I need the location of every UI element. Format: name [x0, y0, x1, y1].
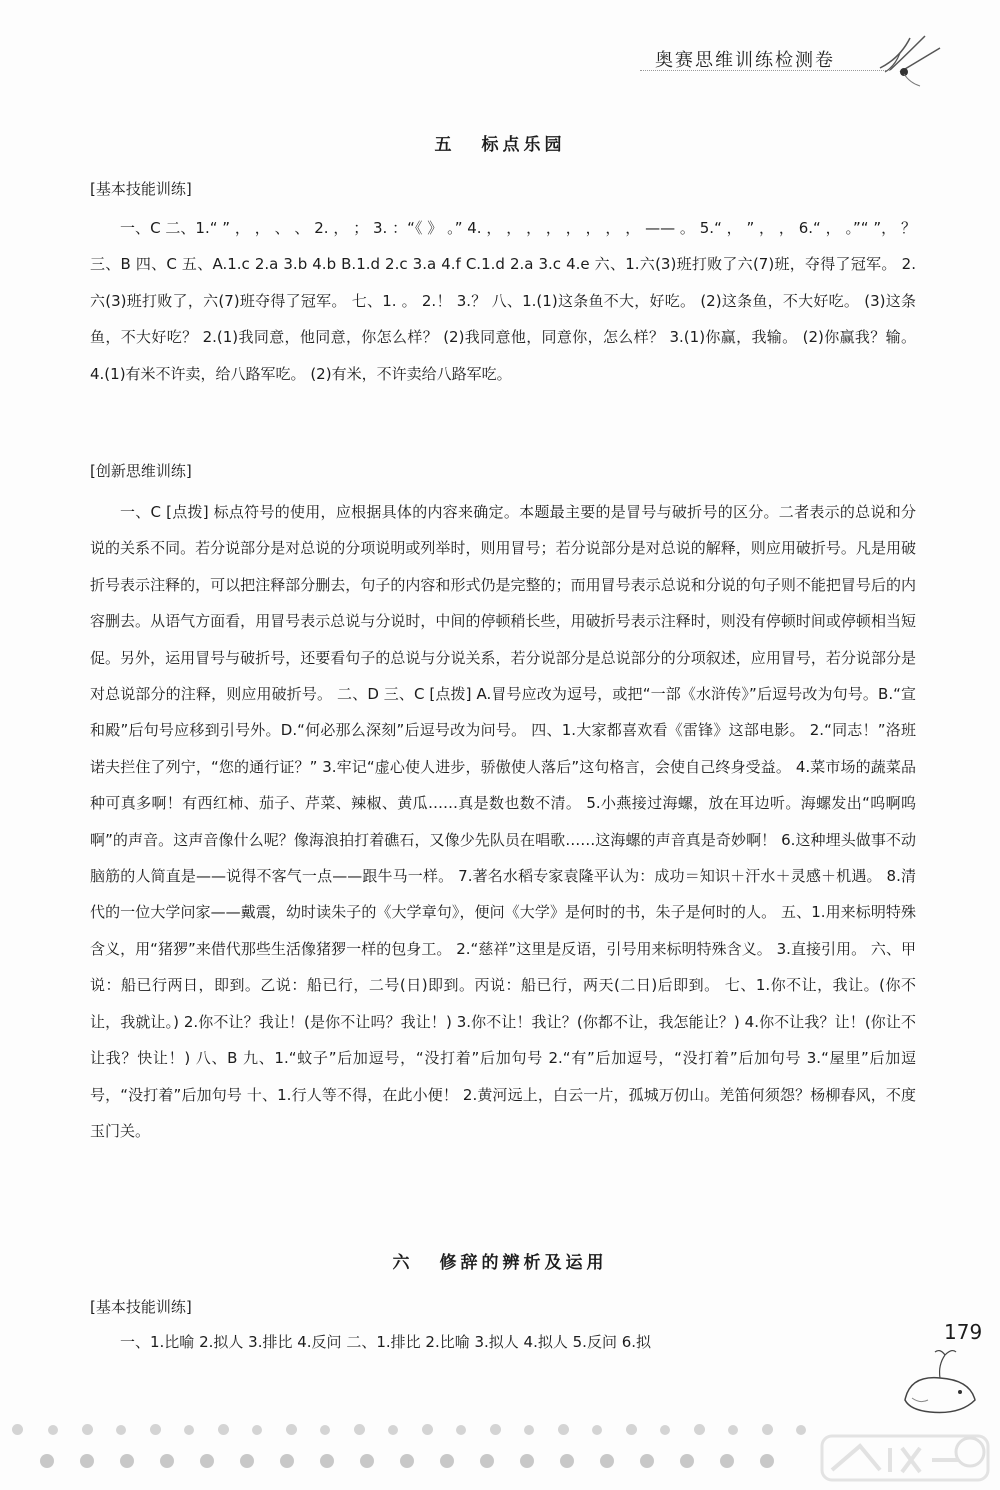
section-5-number: 五: [434, 135, 456, 155]
section-6-heading: 修辞的辨析及运用: [439, 1253, 608, 1273]
section-6-title: [0, 1248, 1000, 1273]
section-5-basic-tag: [基本技能训练]: [90, 180, 192, 198]
grass-ornament-icon: [870, 28, 950, 88]
section-5-creative-tag: [创新思维训练]: [90, 462, 192, 480]
section-6-basic-text: 一、1.比喻 2.拟人 3.排比 4.反问 二、1.排比 2.比喻 3.拟人 4.拟人 5.反问 6.拟: [120, 1333, 652, 1351]
section-6-basic-answers: [90, 1324, 920, 1360]
title-rule: [640, 70, 890, 71]
section-6-basic-tag: [基本技能训练]: [90, 1298, 192, 1316]
section-6-number: 六: [392, 1253, 414, 1273]
section-5-heading: 标点乐园: [481, 135, 566, 155]
whale-ornament-icon: [890, 1340, 990, 1420]
book-title: 奥赛思维训练检测卷: [655, 50, 835, 71]
section-5-basic-answers: [90, 210, 916, 392]
section-5-creative-text: 一、C [点拨] 标点符号的使用，应根据具体的内容来确定。本题最主要的是冒号与破折号的区分。二者表示的总说和分说的关系不同。若分说部分是对总说的分项说明或列举时，则用冒号；若分说部分是对总说的解释，则应用破折号。凡是用破折号表示注释的，可以把注释部分删去，句子的内容和形式仍是完整的；而用冒号表示总说和分说的句子则不能把冒号后的内容删去。从语气方面看，用冒号表示总说与分说时，中间的停顿稍长些，用破折号表示注释时，则没有停顿时间或停顿相当短促。另外，运用冒号与破折号，还要看句子的总说与分说关系，若分说部分是总说部分的分项叙述，应用冒号，若分说部分是对总说部分的注释，则应用破折号。 二、D 三、C [点拨] A.冒号应改为逗号，或把“一部《水浒传》”后逗号改为句号。B.“宣和殿”后句号应移到引号外。D.“何必那么深刻”后逗号改为问号。 四、1.大家都喜欢看《雷锋》这部电影。 2.“同志！”洛班诺夫拦住了列宁，“您的通行证？” 3.牢记“虚心使人进步，骄傲使人落后”这句格言，会使自己终身受益。 4.菜市场的蔬菜品种可真多啊！有西红柿、茄子、芹菜、辣椒、黄瓜……真是数也数不清。 5.小燕接过海螺，放在耳边听。海螺发出“呜啊呜啊”的声音。这声音像什么呢？像海浪拍打着礁石，又像少先队员在唱歌……这海螺的声音真是奇妙啊！ 6.这种埋头做事不动脑筋的人简直是——说得不客气一点——跟牛马一样。 7.著名水稻专家袁隆平认为：成功＝知识＋汗水＋灵感＋机遇。 8.清代的一位大学问家——戴震，幼时读朱子的《大学章句》，便问《大学》是何时的书，朱子是何时的人。 五、1.用来标明特殊含义，用“猪猡”来借代那些生活像猪猡一样的包身工。 2.“慈祥”这里是反语，引号用来标明特殊含义。 3.直接引用。 六、甲说：船已行两日，即到。乙说：船已行，二号(日)即到。丙说：船已行，两天(二日)后即到。 七、1.你不让，我让。(你不让，我就让。) 2.你不让？我让！(是你不让吗？我让！) 3.你不让！我让？(你都不让，我怎能让？) 4.你不让我？让！(你让不让我？快让！) 八、B 九、1.“蚊子”后加逗号，“没打着”后加句号 2.“有”后加逗号，“没打着”后加句号 3.“屋里”后加逗号，“没打着”后加句号 十、1.行人等不得，在此小便！ 2.黄河远上，白云一片，孤城万仞山。羌笛何须怨？杨柳春风，不度玉门关。: [90, 503, 916, 1140]
section-5-title: [0, 130, 1000, 155]
section-5-basic-text: 一、C 二、1.“ ” ， ， 、 、 2. ， ； 3. ：“《 》 。” 4. ， ， ， ， ， ， ， ， —— 。 5.“ ， ” ， ， 6.“ ， 。”“ ”， ？ 三、B 四、C 五、A.1.c 2.a 3.b 4.b B.1.d 2.c 3.a 4.f C.1.d 2.a 3.c 4.e 六、1.六(3)班打败了六(7)班，夺得了冠军。 2.六(3)班打败了，六(7)班夺得了冠军。 七、1. 。 2.！ 3.？ 八、1.(1)这条鱼不大，好吃。 (2)这条鱼，不大好吃。 (3)这条鱼，不大好吃？ 2.(1)我同意，他同意，你怎么样？ (2)我同意他，同意你，怎么样？ 3.(1)你赢，我输。 (2)你赢我？输。 4.(1)有米不许卖，给八路军吃。 (2)有米，不许卖给八路军吃。: [90, 219, 916, 383]
section-5-creative-answers: [90, 494, 916, 1149]
watermark-logo-icon: [820, 1430, 990, 1485]
page-number: 179: [944, 1320, 983, 1344]
